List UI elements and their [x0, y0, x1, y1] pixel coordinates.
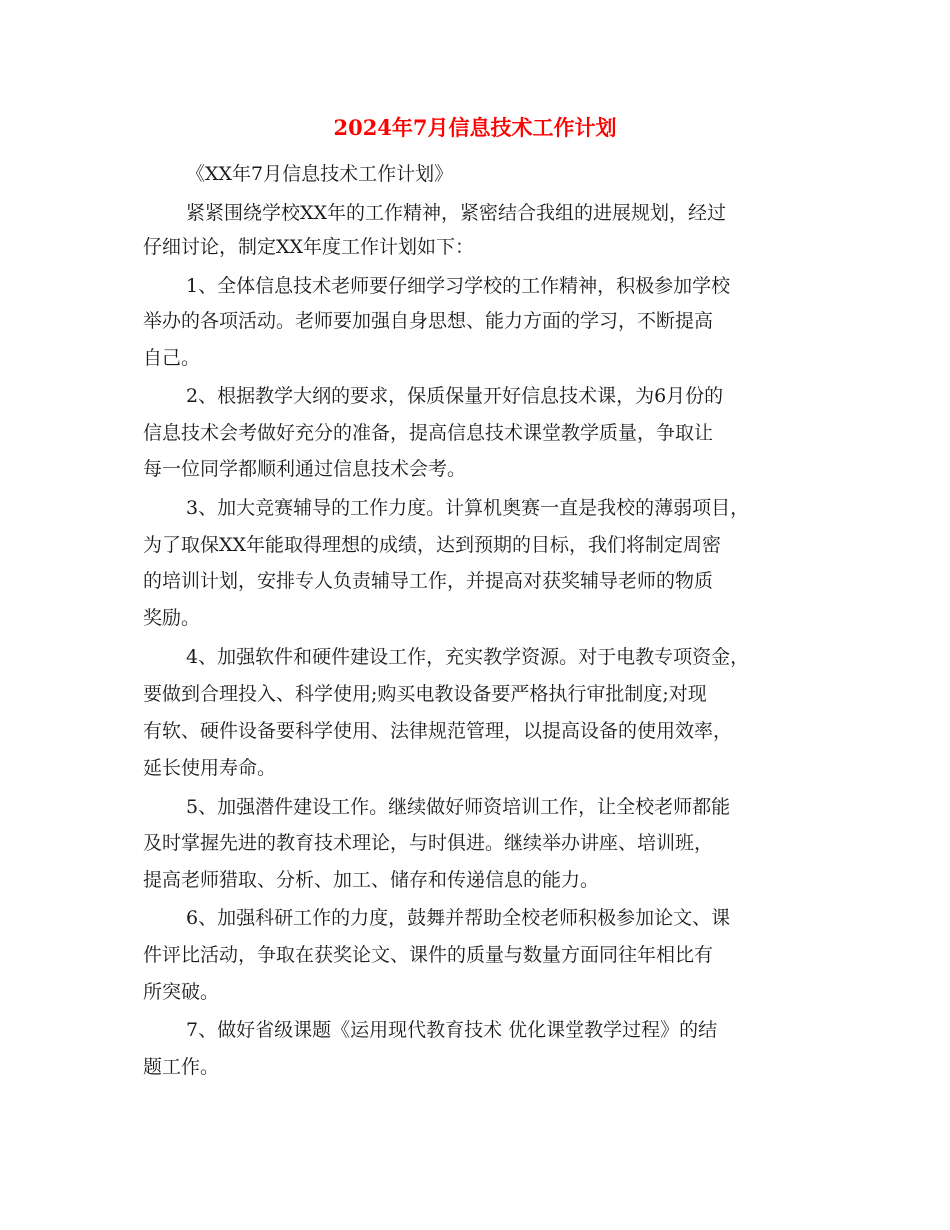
intro-line-1: 紧紧围绕学校XX年的工作精神，紧密结合我组的进展规划，经过 — [186, 202, 727, 224]
item-6-line-2: 件评比活动，争取在获奖论文、课件的质量与数量方面同往年相比有 — [143, 944, 714, 966]
item-4-line-3: 有软、硬件设备要科学使用、法律规范管理，以提高设备的使用效率， — [143, 720, 733, 742]
item-2-line-3: 每一位同学都顺利通过信息技术会考。 — [143, 458, 467, 480]
item-1-line-1: 1、全体信息技术老师要仔细学习学校的工作精神，积极参加学校 — [186, 275, 731, 297]
item-3-line-4: 奖励。 — [143, 607, 201, 629]
item-1-line-2: 举办的各项活动。老师要加强自身思想、能力方面的学习，不断提高 — [143, 310, 714, 332]
document-title: 2024年7月信息技术工作计划 — [333, 115, 617, 140]
subtitle-line: 《XX年7月信息技术工作计划》 — [186, 163, 454, 185]
item-5-line-2: 及时掌握先进的教育技术理论，与时俱进。继续举办讲座、培训班， — [143, 832, 714, 854]
item-7-line-2: 题工作。 — [143, 1056, 220, 1078]
item-4-line-2: 要做到合理投入、科学使用;购买电教设备要严格执行审批制度;对现 — [143, 683, 707, 705]
item-3-line-3: 的培训计划，安排专人负责辅导工作，并提高对获奖辅导老师的物质 — [143, 570, 714, 592]
item-5-line-3: 提高老师猎取、分析、加工、储存和传递信息的能力。 — [143, 869, 600, 891]
intro-line-2: 仔细讨论，制定XX年度工作计划如下： — [143, 236, 475, 258]
item-3-line-1: 3、加大竞赛辅导的工作力度。计算机奥赛一直是我校的薄弱项目， — [186, 497, 750, 519]
item-2-line-2: 信息技术会考做好充分的准备，提高信息技术课堂教学质量，争取让 — [143, 422, 714, 444]
item-4-line-4: 延长使用寿命。 — [143, 757, 277, 779]
item-5-line-1: 5、加强潜件建设工作。继续做好师资培训工作，让全校老师都能 — [186, 796, 731, 818]
item-6-line-1: 6、加强科研工作的力度，鼓舞并帮助全校老师积极参加论文、课 — [186, 907, 731, 929]
item-3-line-2: 为了取保XX年能取得理想的成绩，达到预期的目标，我们将制定周密 — [143, 534, 722, 556]
item-7-line-1: 7、做好省级课题《运用现代教育技术 优化课堂教学过程》的结 — [186, 1019, 718, 1041]
item-4-line-1: 4、加强软件和硬件建设工作，充实教学资源。对于电教专项资金， — [186, 646, 750, 668]
item-6-line-3: 所突破。 — [143, 981, 220, 1003]
item-2-line-1: 2、根据教学大纲的要求，保质保量开好信息技术课，为6月份的 — [186, 385, 724, 407]
item-1-line-3: 自己。 — [143, 347, 201, 369]
